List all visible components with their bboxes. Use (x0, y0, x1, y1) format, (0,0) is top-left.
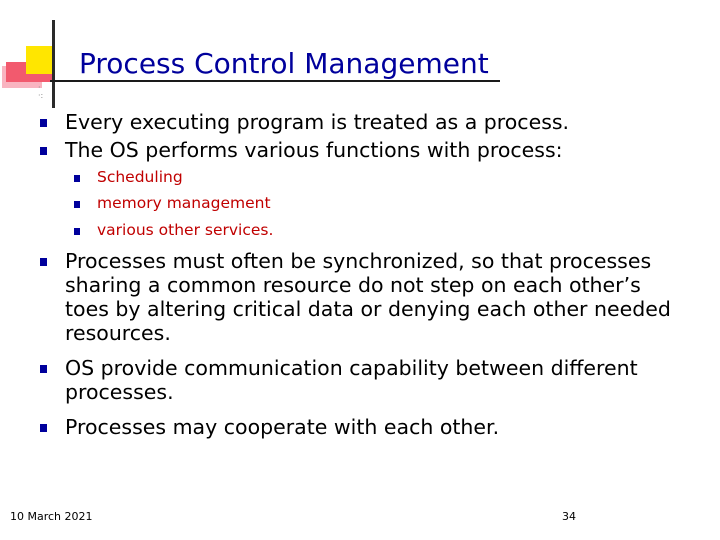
bullet-marker-icon (40, 365, 47, 373)
bullet-marker-icon (40, 119, 47, 127)
sub-bullet-text: various other services. (97, 221, 274, 239)
bullet-text: The OS performs various functions with process: (65, 138, 563, 162)
bullet-marker-icon (40, 147, 47, 155)
bullet-text-line: Processes may cooperate with each other. (65, 415, 500, 439)
sub-bullet-marker-icon (74, 228, 80, 235)
bullet-text-line: processes. (65, 380, 174, 404)
sub-bullet-text: memory management (97, 194, 271, 212)
logo-yellow-block (26, 46, 52, 74)
logo-vertical-line (52, 20, 55, 108)
bullet-text-line: resources. (65, 321, 171, 345)
bullet-text: Every executing program is treated as a process. (65, 110, 570, 134)
slide-title: Process Control Management (79, 47, 489, 80)
bullet-text-line: sharing a common resource do not step on each other’s (65, 273, 641, 297)
page-number: 34 (562, 510, 576, 523)
footer-date: 10 March 2021 (10, 510, 93, 523)
slide-logo-decoration (0, 18, 80, 108)
bullet-text-line: toes by altering critical data or denying each other needed (65, 297, 671, 321)
sub-bullet-marker-icon (74, 201, 80, 208)
bullet-text-line: Processes must often be synchronized, so that processes (65, 249, 652, 273)
title-underline (50, 80, 500, 82)
sub-bullet-text: Scheduling (97, 168, 183, 186)
bullet-text-line: OS provide communication capability between different (65, 356, 638, 380)
logo-dots: · ·: (38, 83, 44, 100)
sub-bullet-marker-icon (74, 175, 80, 182)
bullet-marker-icon (40, 424, 47, 432)
bullet-marker-icon (40, 258, 47, 266)
